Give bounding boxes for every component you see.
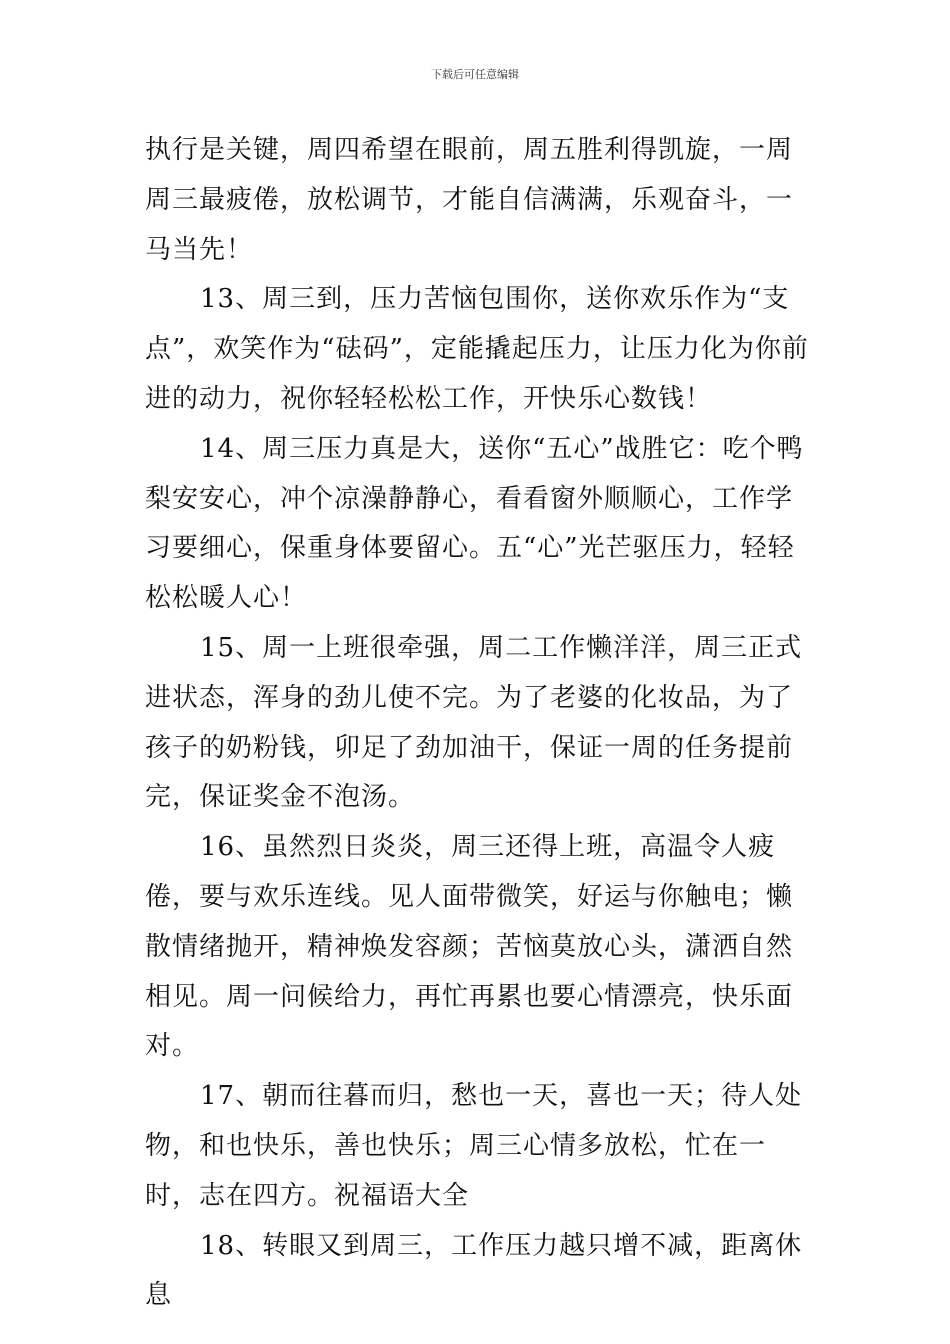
paragraph: 17、朝而往暮而归，愁也一天，喜也一天；待人处物，和也快乐，善也快乐；周三心情多放松，忙在一时，志在四方。祝福语大全 [145,1081,803,1211]
paragraph: 18、转眼又到周三，工作压力越只增不减，距离休息 [145,1230,803,1311]
paragraph: 16、虽然烈日炎炎，周三还得上班，高温令人疲倦，要与欢乐连线。见人面带微笑，好运与你触电；懒散情绪抛开，精神焕发容颜；苦恼莫放心头，潇洒自然相见。周一问候给力，再忙再累也要心情漂亮，快乐面对。 [145,832,794,1062]
document-body [145,126,810,1321]
paragraph: 13、周三到，压力苦恼包围你，送你欢乐作为“支点”，欢笑作为“砝码”，定能撬起压力，让压力化为你前进的动力，祝你轻轻松松工作，开快乐心数钱！ [145,284,809,414]
paragraph: 执行是关键，周四希望在眼前，周五胜利得凯旋，一周周三最疲倦，放松调节，才能自信满满，乐观奋斗，一马当先！ [145,135,794,265]
paragraph: 14、周三压力真是大，送你“五心”战胜它：吃个鸭梨安安心，冲个凉澡静静心，看看窗外顺顺心，工作学习要细心，保重身体要留心。五“心”光芒驱压力，轻轻松松暖人心！ [145,433,804,614]
paragraph: 15、周一上班很牵强，周二工作懒洋洋，周三正式进状态，浑身的劲儿使不完。为了老婆的化妆品，为了孩子的奶粉钱，卯足了劲加油干，保证一周的任务提前完，保证奖金不泡汤。 [145,632,803,813]
page-header: 下载后可任意编辑 [431,68,519,81]
